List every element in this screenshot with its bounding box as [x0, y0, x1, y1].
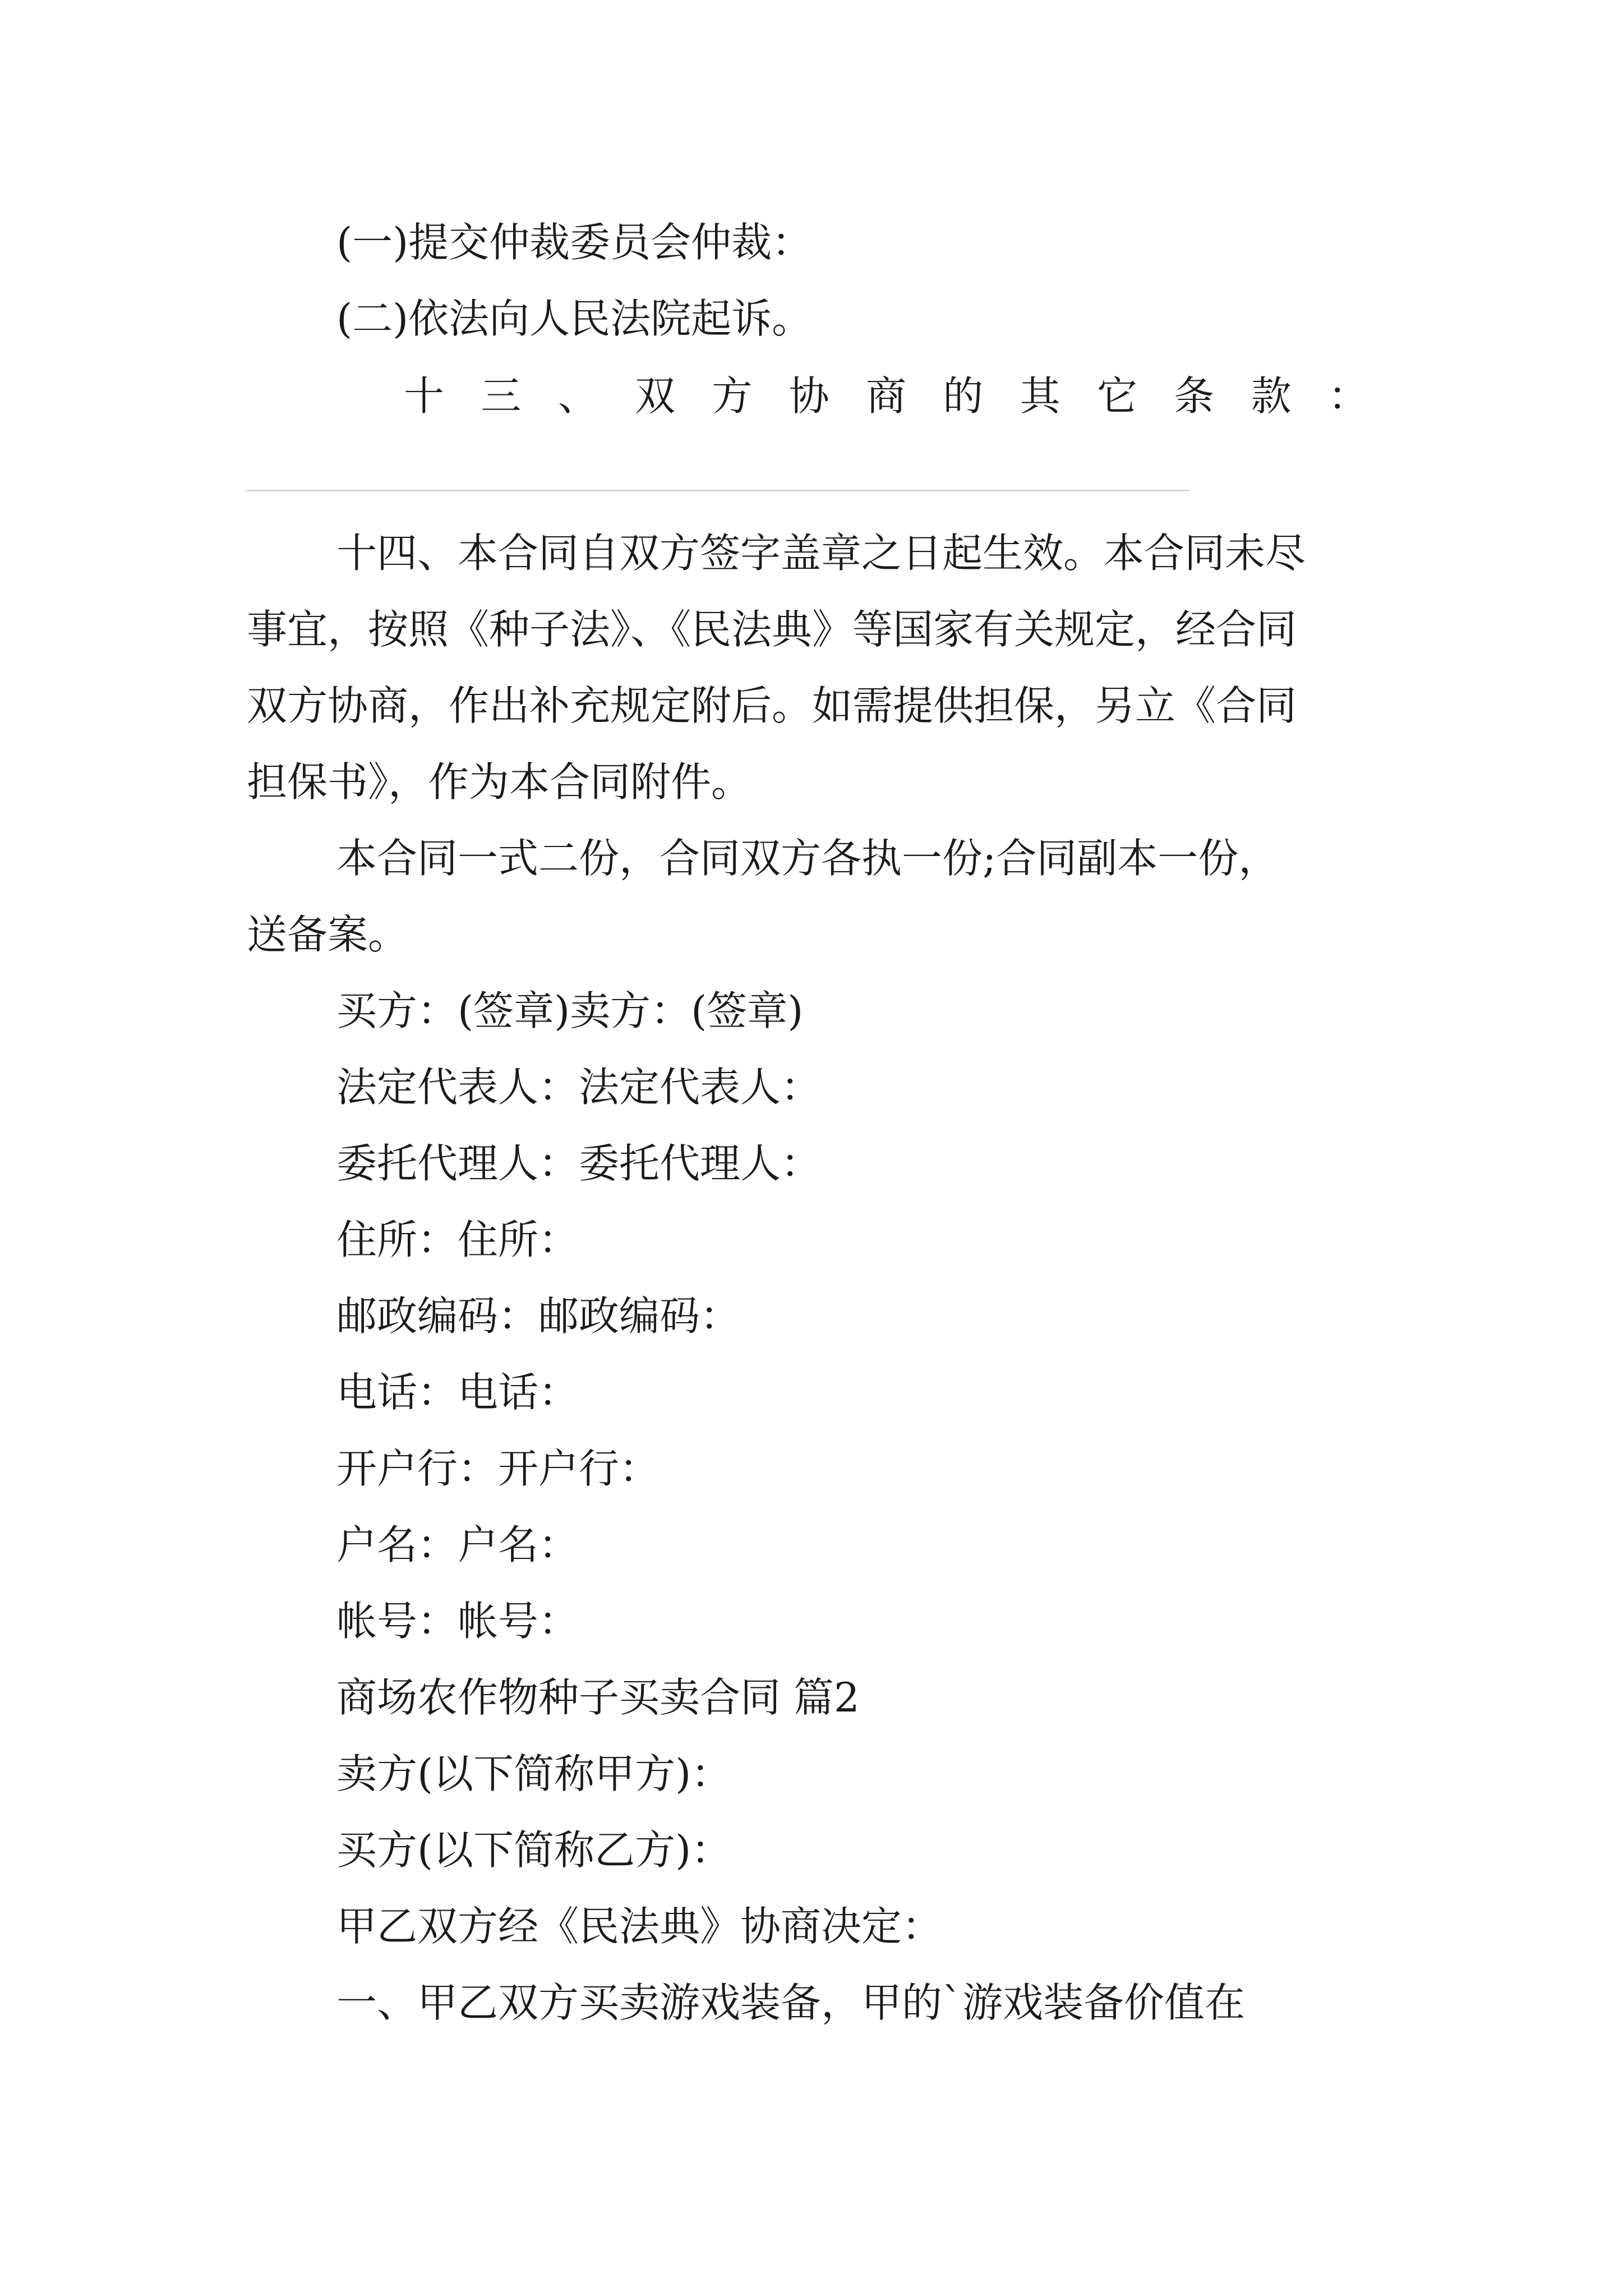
clause-1-line-1: 一、甲乙双方买卖游戏装备，甲的`游戏装备价值在: [336, 1979, 1246, 2026]
heading-char: 它: [1096, 372, 1137, 420]
legal-rep-row: 法定代表人：法定代表人：: [336, 1064, 822, 1111]
agent-row: 委托代理人：委托代理人：: [336, 1140, 822, 1187]
bank-row: 开户行：开户行：: [336, 1445, 660, 1492]
clause-litigation: (二)依法向人民法院起诉。: [336, 295, 813, 342]
heading-char: ：: [1327, 372, 1368, 420]
agreement-intro: 甲乙双方经《民法典》协商决定：: [336, 1903, 943, 1950]
heading-char: 款: [1251, 372, 1292, 420]
account-name-row: 户名：户名：: [336, 1521, 579, 1568]
heading-char: 商: [865, 372, 906, 420]
contract-2-title: 商场农作物种子买卖合同 篇2: [336, 1674, 860, 1721]
heading-char: 方: [712, 372, 753, 420]
heading-char: 条: [1174, 372, 1215, 420]
account-number-row: 帐号：帐号：: [336, 1598, 579, 1645]
heading-char: 三: [481, 372, 522, 420]
section-14-line-2: 事宜，按照《种子法》、《民法典》等国家有关规定，经合同: [247, 606, 1297, 653]
phone-row: 电话：电话：: [336, 1369, 579, 1416]
blank-fill-line: [247, 490, 1189, 491]
heading-char: 双: [634, 372, 675, 420]
clause-arbitration: (一)提交仲裁委员会仲裁：: [336, 219, 813, 266]
heading-char: 其: [1020, 372, 1061, 420]
section-13-heading: [404, 371, 1368, 421]
seller-row: 卖方(以下简称甲方)：: [336, 1750, 732, 1797]
heading-char: 、: [557, 372, 598, 420]
heading-char: 的: [943, 372, 984, 420]
heading-char: 协: [789, 372, 829, 420]
copies-clause-line-2: 送备案。: [247, 911, 409, 958]
signature-row: 买方：(签章)卖方：(签章): [336, 987, 804, 1034]
postcode-row: 邮政编码：邮政编码：: [336, 1292, 741, 1340]
copies-clause-line-1: 本合同一式二份，合同双方各执一份;合同副本一份，: [336, 835, 1279, 882]
section-14-line-4: 担保书》，作为本合同附件。: [247, 758, 752, 806]
buyer-row: 买方(以下简称乙方)：: [336, 1826, 732, 1874]
address-row: 住所：住所：: [336, 1216, 579, 1263]
section-14-line-1: 十四、本合同自双方签字盖章之日起生效。本合同未尽: [336, 530, 1306, 577]
section-14-line-3: 双方协商，作出补充规定附后。如需提供担保，另立《合同: [247, 682, 1297, 729]
heading-char: 十: [404, 372, 445, 420]
